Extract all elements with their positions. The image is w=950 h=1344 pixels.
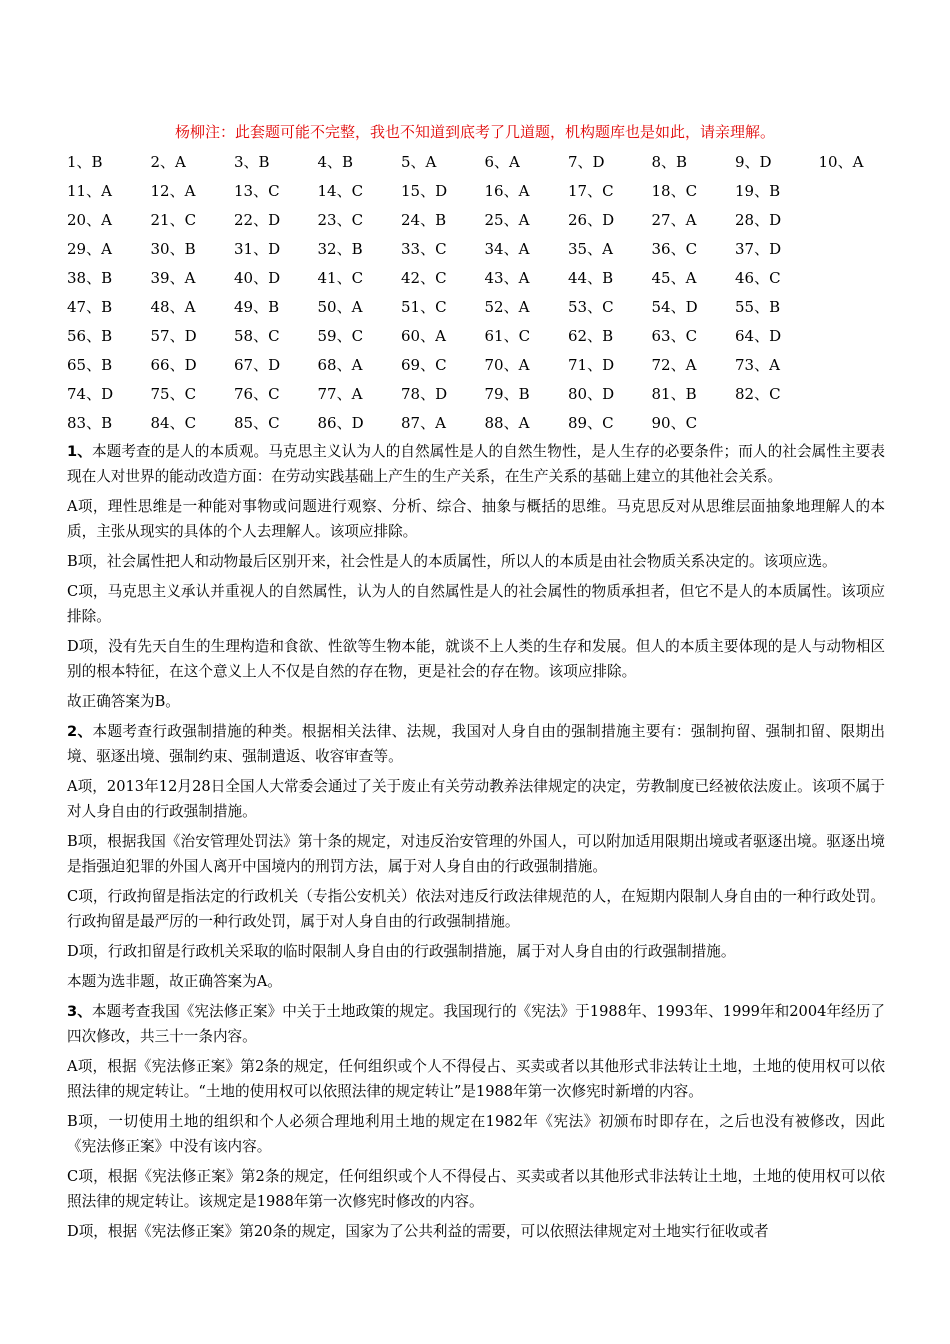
answer-cell: 34、A	[484, 240, 530, 258]
answer-cell: 10、A	[818, 153, 864, 171]
question-number: 3、	[67, 1003, 92, 1020]
answer-cell: 90、C	[651, 414, 698, 432]
paragraph-text: D项，行政扣留是行政机关采取的临时限制人身自由的行政强制措施，属于对人身自由的行政强制措施。	[67, 943, 736, 960]
paragraph-text: 本题为选非题，故正确答案为A。	[67, 973, 282, 990]
answer-cell: 70、A	[484, 356, 530, 374]
answer-cell: 22、D	[234, 211, 281, 229]
question-explanation	[67, 999, 885, 1049]
answer-cell: 72、A	[651, 356, 697, 374]
explanation-paragraph	[67, 494, 885, 544]
answer-row	[67, 384, 887, 413]
explanation-paragraph	[67, 1109, 885, 1159]
answer-cell: 48、A	[150, 298, 196, 316]
answer-cell: 65、B	[67, 356, 113, 374]
paragraph-text: C项，马克思主义承认并重视人的自然属性，认为人的自然属性是人的社会属性的物质承担者，但它不是人的本质属性。该项应排除。	[67, 583, 885, 625]
paragraph-text: 本题考查行政强制措施的种类。根据相关法律、法规，我国对人身自由的强制措施主要有：强制拘留、强制扣留、限期出境、驱逐出境、强制约束、强制遣返、收容审查等。	[67, 723, 885, 765]
answer-cell: 8、B	[651, 153, 688, 171]
answer-cell: 36、C	[651, 240, 698, 258]
answer-cell: 31、D	[234, 240, 281, 258]
answer-cell: 3、B	[234, 153, 270, 171]
answer-cell: 86、D	[317, 414, 364, 432]
answer-cell: 24、B	[401, 211, 447, 229]
answer-cell: 57、D	[150, 327, 197, 345]
question-number: 1、	[67, 443, 92, 460]
answer-cell: 89、C	[568, 414, 614, 432]
answer-cell: 81、B	[651, 385, 697, 403]
answer-cell: 46、C	[735, 269, 781, 287]
answer-cell: 30、B	[150, 240, 196, 258]
answer-cell: 59、C	[317, 327, 364, 345]
answer-cell: 85、C	[234, 414, 280, 432]
answer-cell: 25、A	[484, 211, 530, 229]
explanation-paragraph	[67, 884, 885, 934]
answer-cell: 28、D	[735, 211, 782, 229]
explanation-paragraph	[67, 1054, 885, 1104]
answer-cell: 50、A	[317, 298, 363, 316]
answer-cell: 7、D	[568, 153, 605, 171]
answer-cell: 79、B	[484, 385, 530, 403]
answer-cell: 74、D	[67, 385, 114, 403]
answer-cell: 87、A	[401, 414, 446, 432]
answer-cell: 4、B	[317, 153, 354, 171]
answer-row	[67, 326, 887, 355]
answer-cell: 56、B	[67, 327, 113, 345]
paragraph-text: D项，没有先天自生的生理构造和食欲、性欲等生物本能，就谈不上人类的生存和发展。但人的本质主要体现的是人与动物相区别的根本特征，在这个意义上人不仅是自然的存在物，更是社会的存在物。该项应排除。	[67, 638, 885, 680]
answer-cell: 80、D	[568, 385, 615, 403]
explanation-paragraph	[67, 1219, 885, 1244]
answer-cell: 19、B	[735, 182, 781, 200]
answer-row	[67, 181, 887, 210]
explanation-paragraph	[67, 549, 885, 574]
answer-cell: 66、D	[150, 356, 197, 374]
answer-row	[67, 355, 887, 384]
answer-cell: 84、C	[150, 414, 197, 432]
answer-cell: 64、D	[735, 327, 782, 345]
answer-cell: 35、A	[568, 240, 613, 258]
answer-cell: 26、D	[568, 211, 615, 229]
answer-cell: 51、C	[401, 298, 447, 316]
answer-cell: 40、D	[234, 269, 281, 287]
explanation-paragraph	[67, 634, 885, 684]
answer-cell: 67、D	[234, 356, 281, 374]
answer-cell: 53、C	[568, 298, 614, 316]
answer-cell: 12、A	[150, 182, 196, 200]
answer-cell: 47、B	[67, 298, 113, 316]
answer-cell: 71、D	[568, 356, 615, 374]
paragraph-text: A项，2013年12月28日全国人大常委会通过了关于废止有关劳动教养法律规定的决定，劳教制度已经被依法废止。该项不属于对人身自由的行政强制措施。	[67, 778, 885, 820]
answer-cell: 43、A	[484, 269, 530, 287]
answer-cell: 15、D	[401, 182, 448, 200]
paragraph-text: C项，行政拘留是指法定的行政机关（专指公安机关）依法对违反行政法律规范的人，在短期内限制人身自由的一种行政处罚。行政拘留是最严厉的一种行政处罚，属于对人身自由的行政强制措施。	[67, 888, 885, 930]
answer-cell: 16、A	[484, 182, 530, 200]
answer-cell: 23、C	[317, 211, 364, 229]
answer-cell: 39、A	[150, 269, 196, 287]
answer-cell: 45、A	[651, 269, 697, 287]
answer-cell: 11、A	[67, 182, 112, 200]
question-explanation	[67, 719, 885, 769]
explanations	[67, 439, 885, 1249]
answer-row	[67, 297, 887, 326]
answer-cell: 62、B	[568, 327, 614, 345]
answer-cell: 2、A	[150, 153, 186, 171]
answer-cell: 76、C	[234, 385, 280, 403]
answer-row	[67, 268, 887, 297]
answer-cell: 27、A	[651, 211, 697, 229]
paragraph-text: C项，根据《宪法修正案》第2条的规定，任何组织或个人不得侵占、买卖或者以其他形式非法转让土地，土地的使用权可以依照法律的规定转让。该规定是1988年第一次修宪时修改的内容。	[67, 1168, 885, 1210]
explanation-paragraph	[67, 1164, 885, 1214]
answer-row	[67, 210, 887, 239]
answer-cell: 68、A	[317, 356, 363, 374]
answer-cell: 1、B	[67, 153, 103, 171]
paragraph-text: D项，根据《宪法修正案》第20条的规定，国家为了公共利益的需要，可以依照法律规定对土地实行征收或者	[67, 1223, 769, 1240]
answer-cell: 77、A	[317, 385, 363, 403]
explanation-paragraph	[67, 774, 885, 824]
answer-cell: 44、B	[568, 269, 614, 287]
answer-cell: 88、A	[484, 414, 530, 432]
explanation-paragraph	[67, 579, 885, 629]
paragraph-text: A项，根据《宪法修正案》第2条的规定，任何组织或个人不得侵占、买卖或者以其他形式非法转让土地，土地的使用权可以依照法律的规定转让。“土地的使用权可以依照法律的规定转让”是1988年第一次修宪时新增的内容。	[67, 1058, 885, 1100]
answer-cell: 20、A	[67, 211, 112, 229]
paragraph-text: 本题考查的是人的本质观。马克思主义认为人的自然属性是人的自然生物性，是人生存的必要条件；而人的社会属性主要表现在人对世界的能动改造方面：在劳动实践基础上产生的生产关系，在生产关系的基础上建立的其他社会关系。	[67, 443, 885, 485]
explanation-paragraph	[67, 939, 885, 964]
answer-cell: 75、C	[150, 385, 197, 403]
answer-cell: 73、A	[735, 356, 780, 374]
answer-cell: 33、C	[401, 240, 447, 258]
answer-cell: 58、C	[234, 327, 280, 345]
answer-cell: 18、C	[651, 182, 698, 200]
question-explanation	[67, 439, 885, 489]
answer-cell: 21、C	[150, 211, 197, 229]
answer-cell: 42、C	[401, 269, 447, 287]
answer-cell: 83、B	[67, 414, 113, 432]
answer-cell: 60、A	[401, 327, 446, 345]
answer-cell: 55、B	[735, 298, 781, 316]
answer-cell: 52、A	[484, 298, 530, 316]
answer-cell: 29、A	[67, 240, 112, 258]
answer-cell: 54、D	[651, 298, 698, 316]
paragraph-text: B项，社会属性把人和动物最后区别开来，社会性是人的本质属性，所以人的本质是由社会物质关系决定的。该项应选。	[67, 553, 837, 570]
explanation-paragraph	[67, 829, 885, 879]
explanation-paragraph	[67, 969, 885, 994]
answer-cell: 6、A	[484, 153, 520, 171]
editor-note: 杨柳注：此套题可能不完整，我也不知道到底考了几道题，机构题库也是如此，请亲理解。	[174, 123, 775, 141]
answer-cell: 41、C	[317, 269, 364, 287]
answer-cell: 5、A	[401, 153, 437, 171]
answer-cell: 14、C	[317, 182, 364, 200]
answer-cell: 61、C	[484, 327, 531, 345]
paragraph-text: B项，根据我国《治安管理处罚法》第十条的规定，对违反治安管理的外国人，可以附加适用限期出境或者驱逐出境。驱逐出境是指强迫犯罪的外国人离开中国境内的刑罚方法，属于对人身自由的行政强制措施。	[67, 833, 885, 875]
answer-row	[67, 239, 887, 268]
explanation-paragraph	[67, 689, 885, 714]
question-number: 2、	[67, 723, 93, 740]
answer-cell: 69、C	[401, 356, 447, 374]
paragraph-text: A项，理性思维是一种能对事物或问题进行观察、分析、综合、抽象与概括的思维。马克思反对从思维层面抽象地理解人的本质，主张从现实的具体的个人去理解人。该项应排除。	[67, 498, 885, 540]
paragraph-text: 本题考查我国《宪法修正案》中关于土地政策的规定。我国现行的《宪法》于1988年、1993年、1999年和2004年经历了四次修改，共三十一条内容。	[67, 1003, 885, 1045]
answer-cell: 49、B	[234, 298, 280, 316]
answer-key-grid	[67, 152, 887, 442]
answer-cell: 37、D	[735, 240, 782, 258]
answer-cell: 13、C	[234, 182, 280, 200]
paragraph-text: 故正确答案为B。	[67, 693, 180, 710]
answer-cell: 82、C	[735, 385, 781, 403]
answer-cell: 78、D	[401, 385, 448, 403]
answer-cell: 17、C	[568, 182, 614, 200]
answer-cell: 63、C	[651, 327, 698, 345]
answer-row	[67, 152, 887, 181]
answer-cell: 38、B	[67, 269, 113, 287]
paragraph-text: B项，一切使用土地的组织和个人必须合理地利用土地的规定在1982年《宪法》初颁布时即存在，之后也没有被修改，因此《宪法修正案》中没有该内容。	[67, 1113, 885, 1155]
answer-cell: 32、B	[317, 240, 363, 258]
answer-cell: 9、D	[735, 153, 772, 171]
answer-row	[67, 413, 887, 442]
